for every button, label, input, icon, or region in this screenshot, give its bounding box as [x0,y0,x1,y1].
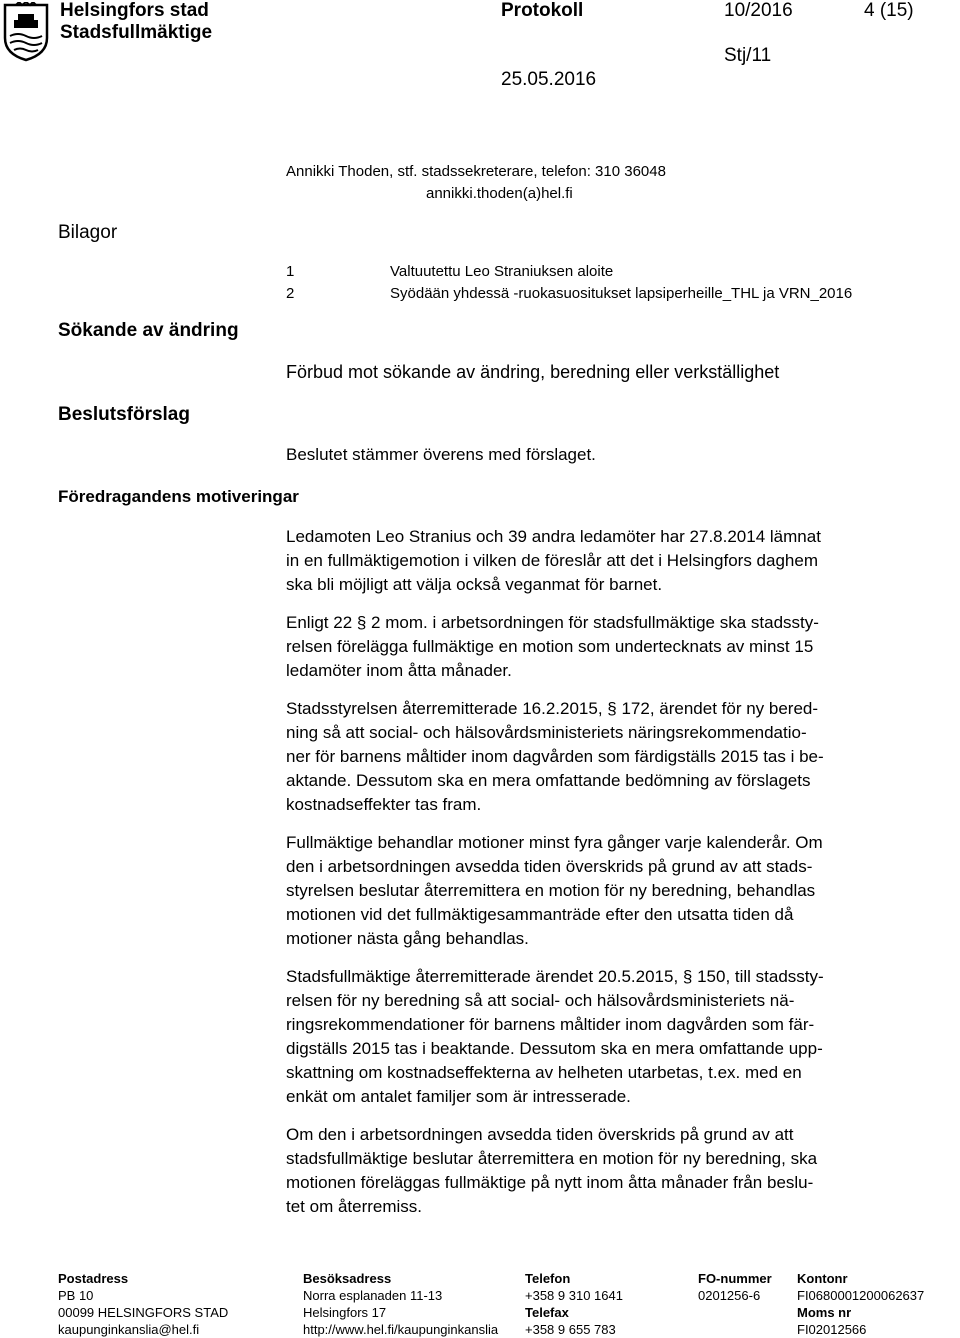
heading-sokande: Sökande av ändring [58,320,239,341]
sokande-text: Förbud mot sökande av ändring, beredning eller verkställighet [286,362,780,382]
motivering-paragraph-2: Enligt 22 § 2 mom. i arbetsordningen för stadsfullmäktige ska stadssty- relsen förelägga fullmäktige en motion som undertecknats av minst 15 ledamöter inom åtta månader. [286,613,819,680]
attachment-2-title[interactable]: Syödään yhdessä -ruokasuositukset lapsiperheille_THL ja VRN_2016 [390,285,853,302]
footer-postal-label: Postadress [58,1271,129,1286]
footer-website[interactable]: http://www.hel.fi/kaupunginkanslia [303,1322,499,1337]
footer-postal [58,1270,228,1338]
footer-fo [698,1270,772,1304]
motivering-paragraph-6: Om den i arbetsordningen avsedda tiden överskrids på grund av att stadsfullmäktige beslutar återremittera en motion för ny beredning, ska motionen föreläggas fullmäktige på nytt inom åtta månader från beslu- tet om återremiss. [286,1125,818,1216]
footer-visit-label: Besöksadress [303,1271,392,1286]
footer-vat-number: FI02012566 [797,1322,867,1337]
footer-fax-label: Telefax [525,1305,569,1320]
footer-phone-number: +358 9 310 1641 [525,1288,623,1303]
footer-postal-city: 00099 HELSINGFORS STAD [58,1305,229,1320]
meeting-date: 25.05.2016 [501,69,597,90]
footer-fo-label: FO-nummer [698,1271,772,1286]
doc-number: 10/2016 [724,0,793,21]
org-name: Helsingfors stad [60,0,209,21]
footer-visit-city: Helsingfors 17 [303,1305,387,1320]
footer-fax-number: +358 9 655 783 [525,1322,616,1337]
motivering-paragraph-3: Stadsstyrelsen återremitterade 16.2.2015, § 172, ärendet för ny bered- ning så att social- och hälsovårdsministeriets näringsrekommendatio- ner för barnens måltider inom dagvården som färdigställs 2015 tas i be- aktande. Dessutom ska en mera omfattande bedömning av förslagets kostnadseffekter tas fram. [286,699,824,814]
footer-fo-number: 0201256-6 [698,1288,761,1303]
motivering-paragraph-4: Fullmäktige behandlar motioner minst fyra gånger varje kalenderår. Om den i arbetsordningen avsedda tiden överskrids på grund av att stads- styrelsen beslutar återremittera en motion för ny beredning, behandlas motionen vid det fullmäktigesammanträde efter den utsatta tiden då motioner nästa gång behandlas. [286,833,823,948]
heading-bilagor: Bilagor [58,222,118,243]
footer-visit [303,1270,498,1338]
motivering-body [286,525,946,1233]
heading-motiveringar: Föredragandens motiveringar [58,487,299,506]
contact-line-1: Annikki Thoden, stf. stadssekreterare, telefon: 310 36048 [286,163,666,180]
footer-vat-label: Moms nr [797,1305,852,1320]
footer-postal-box: PB 10 [58,1288,94,1303]
attachment-2-number: 2 [286,285,295,302]
contact-email: annikki.thoden(a)hel.fi [426,185,573,202]
footer-email[interactable]: kaupunginkanslia@hel.fi [58,1322,200,1337]
footer-visit-street: Norra esplanaden 11-13 [303,1288,443,1303]
body-name: Stadsfullmäktige [60,22,213,43]
footer-account-label: Kontonr [797,1271,848,1286]
page-number: 4 (15) [864,0,914,21]
footer-account-number: FI0680001200062637 [797,1288,925,1303]
footer-phone-label: Telefon [525,1271,571,1286]
footer-phone [525,1270,623,1338]
case-id: Stj/11 [724,45,772,66]
motivering-paragraph-5: Stadsfullmäktige återremitterade ärendet 20.5.2015, § 150, till stadssty- relsen för ny beredning så att social- och hälsovårdsministeriets nä- ringsrekommendationer för barnens måltider inom dagvården som fär- digställs 2015 tas i beaktande. Dessutom ska en mera omfattande upp- skattning om kostnadseffekterna av helheten utarbetas, t.ex. med en enkät om antalet familjer som är intresserade. [286,967,824,1106]
beslut-text: Beslutet stämmer överens med förslaget. [286,445,596,464]
doc-type: Protokoll [501,0,584,21]
attachment-1-title[interactable]: Valtuutettu Leo Straniuksen aloite [390,263,614,280]
motivering-paragraph-1: Ledamoten Leo Stranius och 39 andra ledamöter har 27.8.2014 lämnat in en fullmäktigemotion i vilken de föreslår att det i Helsingfors daghem ska bli möjligt att välja också veganmat för barnet. [286,527,821,594]
helsinki-crest-logo [2,2,50,62]
attachment-1-number: 1 [286,263,295,280]
footer-account [797,1270,924,1338]
heading-beslutsforslag: Beslutsförslag [58,404,190,425]
